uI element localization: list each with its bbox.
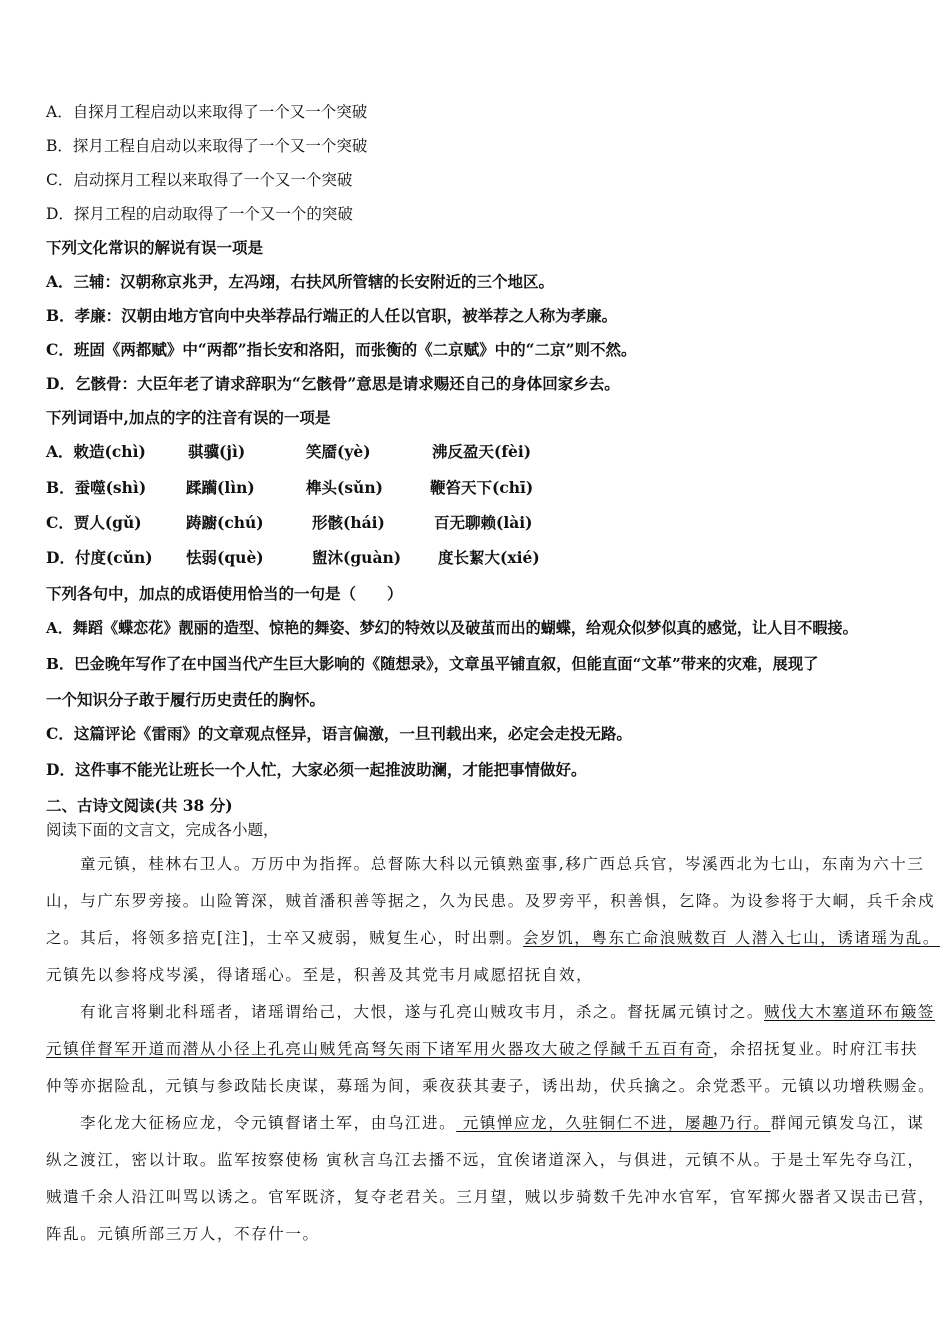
pinyin-word: 踌躕(chú): [186, 513, 264, 532]
pinyin-word: 百无聊赖(lài): [434, 513, 533, 532]
culture-option-d: D．乞骸骨：大臣年老了请求辞职为“乞骸骨”意思是请求赐还自己的身体回家乡去。: [46, 374, 620, 393]
prev-option-d: D．探月工程的启动取得了一个又一个的突破: [46, 205, 353, 223]
passage-line: [80, 1111, 924, 1133]
culture-option-a: A．三辅：汉朝称京兆尹，左冯翊，右扶风所管辖的长安附近的三个地区。: [46, 272, 555, 291]
culture-question-stem: 下列文化常识的解说有误一项是: [46, 238, 264, 257]
pinyin-word: 笑靥(yè): [306, 442, 371, 461]
passage-line: 纵之渡江，密以计取。监军按察使杨 寅秋言乌江去播不远，宜俟诸道深入，与俱进，元镇不从。于是土军先夺乌江，: [46, 1151, 925, 1169]
idiom-option-b: B．巴金晚年写作了在中国当代产生巨大影响的《随想录》，文章虽平铺直叙，但能直面“文革”带来的灾难，展现了: [46, 655, 819, 673]
passage-line: 童元镇，桂林右卫人。万历中为指挥。总督陈大科以元镇熟蛮事,移广西总兵官，岑溪西北为七山，东南为六十三: [80, 855, 925, 873]
passage-text: 李化龙大征杨应龙，令元镇督诸土军，由乌江进。: [80, 1114, 457, 1132]
pinyin-word: 鞭笞天下(chī): [430, 478, 534, 497]
underlined-sentence: 元镇惮应龙，久驻铜仁不进，屡趣乃行。: [456, 1114, 771, 1132]
prev-option-c: C．启动探月工程以来取得了一个又一个突破: [46, 171, 353, 189]
pinyin-question-stem: 下列词语中,加点的字的注音有误的一项是: [46, 408, 331, 427]
pinyin-word: 怯弱(què): [186, 548, 264, 567]
pinyin-word: 沸反盈天(fèi): [432, 442, 532, 461]
passage-text: 有讹言将剿北科瑶者，诸瑶谓绐己，大恨，遂与孔亮山贼攻韦月，杀之。督抚属元镇讨之。: [80, 1003, 765, 1021]
passage-line: [46, 926, 940, 948]
pinyin-word: D．付度(cǔn): [46, 548, 153, 567]
pinyin-word: B．蚕噬(shì): [46, 478, 147, 497]
underlined-sentence: 贼伐大木塞道环布簸签: [764, 1003, 936, 1021]
pinyin-word: 盥沐(guàn): [312, 548, 402, 567]
pinyin-word: 蹂躏(lìn): [186, 478, 255, 497]
passage-line: 元镇先以参将戍岑溪，得诸瑶心。至是，积善及其党韦月咸愿招抚自效，: [46, 966, 594, 984]
idiom-option-c: C．这篇评论《雷雨》的文章观点怪异，语言偏激，一旦刊载出来，必定会走投无路。: [46, 724, 632, 743]
passage-text: ，余招抚复业。时府江韦扶: [712, 1040, 919, 1058]
pinyin-word: 形骸(hái): [312, 513, 385, 532]
idiom-option-d: D．这件事不能光让班长一个人忙，大家必须一起推波助澜，才能把事情做好。: [46, 760, 587, 779]
pinyin-word: 骐骥(jì): [188, 442, 246, 461]
passage-line: 阵乱。元镇所部三万人，不存什一。: [46, 1225, 320, 1243]
passage-text: 之。其后，将领多掊克[注]，士卒又疲弱，贼复生心，时出剽。: [46, 929, 523, 947]
idiom-option-b-continued: 一个知识分子敢于履行历史责任的胸怀。: [46, 690, 326, 709]
passage-line: [46, 1037, 918, 1059]
underlined-sentence: 元镇佯督军开道而潜从小径上孔亮山贼凭高弩矢雨下诸军用火器攻大破之俘馘千五百有奇: [46, 1040, 713, 1058]
passage-line: 山，与广东罗旁接。山险箐深，贼首潘积善等据之，久为民患。及罗旁平，积善惧，乞降。为设参将于大峒，兵千余戍: [46, 892, 936, 910]
reading-instruction: 阅读下面的文言文，完成各小题，: [46, 821, 279, 839]
passage-line: 仲等亦据险乱，元镇与参政陆长庚谋，募瑶为间，乘夜获其妻子，诱出劫，伏兵擒之。余党悉平。元镇以功增秩赐金。: [46, 1077, 936, 1095]
passage-line: [80, 1000, 935, 1022]
passage-text: 群闻元镇发乌江，谋: [770, 1114, 925, 1132]
pinyin-word: A．敕造(chì): [46, 442, 146, 461]
culture-option-b: B．孝廉：汉朝由地方官向中央举荐品行端正的人任以官职，被举荐之人称为孝廉。: [46, 306, 618, 325]
prev-option-b: B．探月工程自启动以来取得了一个又一个突破: [46, 137, 368, 155]
culture-option-c: C．班固《两都赋》中“两都”指长安和洛阳，而张衡的《二京赋》中的“二京”则不然。: [46, 340, 637, 359]
pinyin-word: C．贾人(gǔ): [46, 513, 142, 532]
pinyin-word: 度长絜大(xié): [438, 548, 540, 567]
idiom-option-a: A．舞蹈《蝶恋花》靓丽的造型、惊艳的舞姿、梦幻的特效以及破茧而出的蝴蝶，给观众似梦似真的感觉，让人目不暇接。: [46, 619, 858, 637]
idiom-question-stem: 下列各句中，加点的成语使用恰当的一句是（ ）: [46, 584, 403, 603]
prev-option-a: A．自探月工程启动以来取得了一个又一个突破: [46, 103, 368, 121]
section-heading: 二、古诗文阅读(共 38 分): [46, 796, 233, 815]
passage-line: 贼遣千余人沿江叫骂以诱之。官军既济，复夺老君关。三月望，贼以步骑数千先冲水官军，官军掷火器者又误击已营，: [46, 1188, 936, 1206]
pinyin-word: 榫头(sǔn): [306, 478, 383, 497]
underlined-sentence: 会岁饥，粤东亡命浪贼数百 人潜入七山，诱诸瑶为乱。: [523, 929, 940, 947]
